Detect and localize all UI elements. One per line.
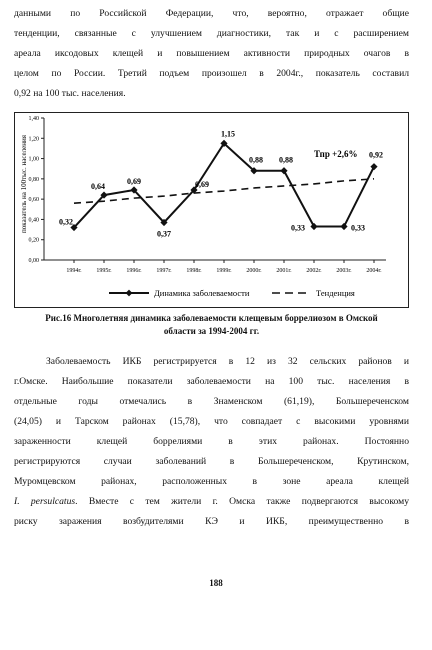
x-tick-label: 1997г. [156,268,172,274]
x-tick-label: 2003г. [336,268,352,274]
x-tick-label: 1998г. [186,268,202,274]
text-line: (24,05) и Тарском районах (15,78), что совпадает с высокими уровнями [14,416,409,427]
data-label: 0,88 [249,155,263,165]
point-labels [59,129,383,238]
text-line: риску заражения возбудителями КЭ и ИКБ, преимущественно в [14,516,409,527]
caption-line: Рис.16 Многолетняя динамика заболеваемости клещевым боррелиозом в Омской [45,313,378,323]
incidence-line-chart [14,112,409,308]
trend-annotation: Тпр +2,6% [314,149,358,159]
text-line: 0,92 на 100 тыс. населения. [14,88,126,99]
text-line: Заболеваемость ИКБ регистрируется в 12 из 32 сельских районов и [46,356,409,367]
y-tick-label: 1,40 [28,116,39,122]
data-label: 0,69 [127,177,141,187]
text-line: отдельные годы отмечались в Знаменском (61,19), Большереченском [14,396,409,407]
x-tick-label: 1996г. [126,268,142,274]
paragraph-bottom [14,352,409,532]
species-name: I. persulcatus [14,496,76,507]
legend-marker [126,290,133,297]
data-point-marker [310,223,317,230]
chart-border [15,113,409,308]
data-label: 0,37 [157,229,171,239]
data-label: 0,33 [351,223,365,233]
x-tick-label: 1994г. [66,268,82,274]
legend-label-trend: Тенденция [316,288,355,298]
figure-caption [14,312,409,338]
text-line: г.Омске. Наибольшие показатели заболеваемости на 100 тыс. населения в [14,376,409,387]
paragraph-top [14,4,409,104]
data-label: 0,33 [291,223,305,233]
text-fragment: . Вместе с тем жители г. Омска также подвергаются высокому [75,496,409,507]
x-tick-label: 2004г. [366,268,382,274]
text-line: Муромцевском районах, расположенных в зоне ареала клещей [14,476,409,487]
text-line: зараженности клещей боррелиями в этих районах. Постоянно [14,436,409,447]
data-point-marker [340,223,347,230]
data-point-marker [280,167,287,174]
trend-series [74,179,374,203]
y-tick-label: 0,60 [28,197,39,204]
x-tick-label: 2002г. [306,268,322,274]
data-label: 1,15 [221,129,235,139]
text-line: регистрируются случаи заболеваний в Большереченском, Крутинском, [14,456,409,467]
data-label: 0,92 [369,150,383,160]
data-label: 0,88 [279,155,293,165]
chart-legend [109,288,355,298]
text-line: ареала иксодовых клещей и повышением активности природных очагов в [14,48,409,59]
data-label: 0,32 [59,217,73,227]
y-tick-label: 1,00 [28,156,39,163]
x-axis [44,260,386,274]
y-tick-label: 0,80 [28,176,39,183]
text-line: целом по России. Третий подъем произошел в 2004г., показатель составил [14,68,409,79]
data-point-marker [370,163,377,170]
text-line [14,492,409,512]
y-tick-label: 0,00 [28,258,39,264]
y-axis-label: показатель на 100тыс. населения [20,135,28,233]
page-number: 188 [209,578,223,588]
x-tick-label: 1999г. [216,268,232,274]
data-label: 0,69 [195,180,209,190]
x-tick-label: 2001г. [276,268,292,274]
y-tick-label: 0,20 [28,237,39,244]
caption-line: области за 1994-2004 гг. [163,326,260,336]
trend-line [74,179,374,203]
y-tick-label: 1,20 [28,136,39,143]
legend-label-incidence: Динамика заболеваемости [154,288,250,298]
y-axis [29,116,45,264]
y-tick-label: 0,40 [28,217,39,224]
x-tick-label: 1995г. [96,268,112,274]
text-line: данными по Российской Федерации, что, вероятно, отражает общие [14,8,409,19]
text-line: тенденции, связанные с улучшением диагностики, так и с расширением [14,28,409,39]
data-label: 0,64 [91,182,105,192]
x-tick-label: 2000г. [246,268,262,274]
